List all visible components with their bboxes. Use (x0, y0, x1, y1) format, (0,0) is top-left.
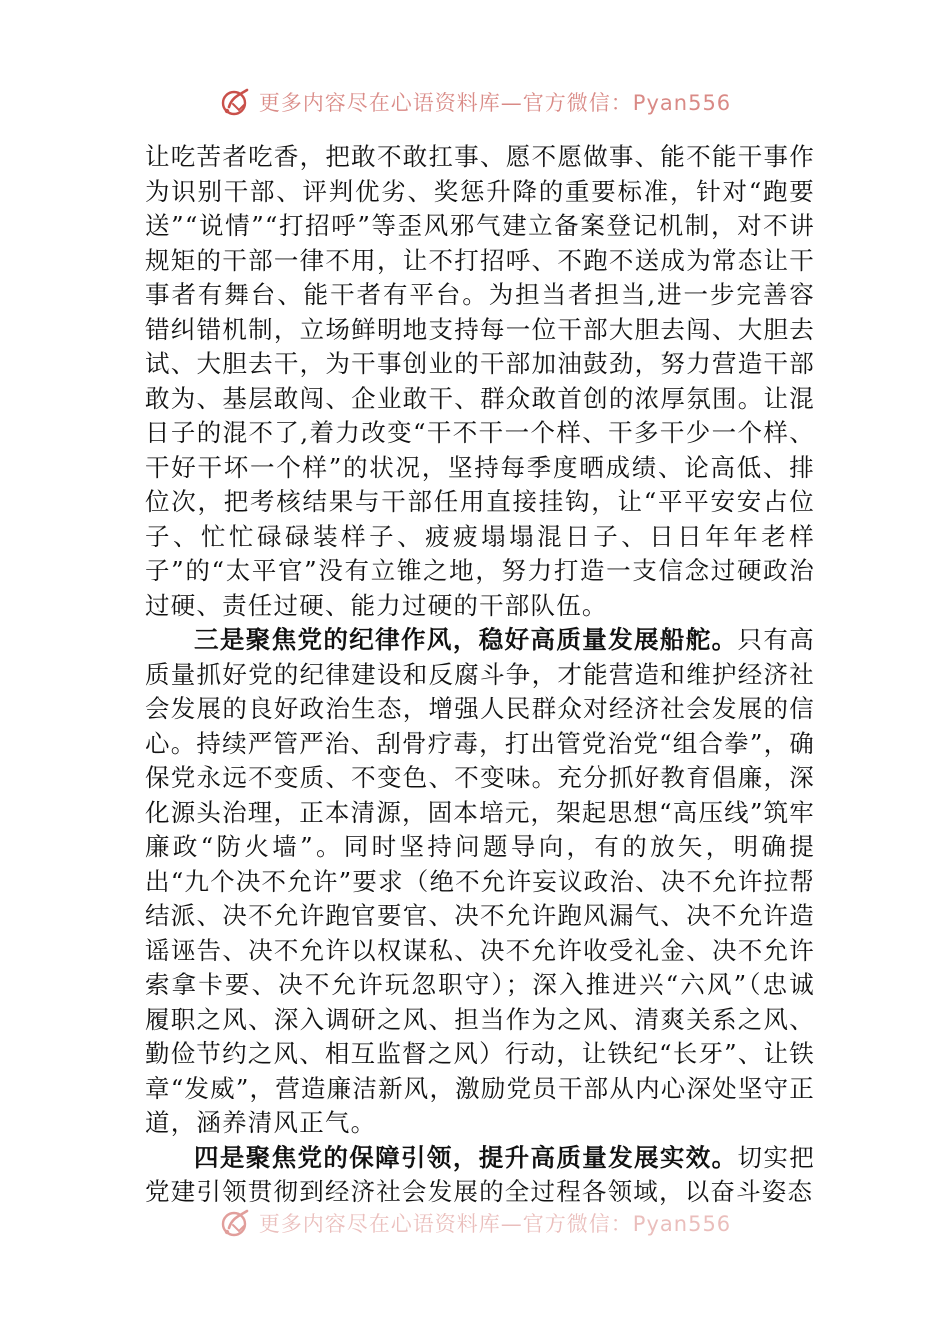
paragraph-1 (145, 140, 815, 623)
paragraph-2-lead: 三是聚焦党的纪律作风，稳好高质量发展船舵。 (194, 625, 738, 654)
watermark-header (0, 82, 950, 122)
watermark-footer (0, 1203, 950, 1243)
watermark-logo-icon (219, 1206, 253, 1240)
watermark-text: 更多内容尽在心语资料库—官方微信：Pyan556 (258, 91, 732, 115)
paragraph-3-lead: 四是聚焦党的保障引领，提升高质量发展实效。 (194, 1142, 738, 1172)
paragraph-1-text: 让吃苦者吃香，把敢不敢扛事、愿不愿做事、能不能干事作为识别干部、评判优劣、奖惩升降的重要标准，针对“跑要送”“说情”“打招呼”等歪风邪气建立备案登记机制，对不讲规矩的干部一律不用，让不打招呼、不跑不送成为常态让干事者有舞台、能干者有平台。为担当者担当,进一步完善容错纠错机制，立场鲜明地支持每一位干部大胆去闯、大胆去试、大胆去干，为干事创业的干部加油鼓劲，努力营造干部敢为、基层敢闯、企业敢干、群众敢首创的浓厚氛围。让混日子的混不了,着力改变“干不干一个样、干多干少一个样、干好干坏一个样”的状况，坚持每季度晒成绩、论高低、排位次，把考核结果与干部任用直接挂钩，让“平平安安占位子、忙忙碌碌装样子、疲疲塌塌混日子、日日年年老样子”的“太平官”没有立锥之地，努力打造一支信念过硬政治过硬、责任过硬、能力过硬的干部队伍。 (145, 142, 815, 620)
paragraph-3 (145, 1141, 815, 1210)
watermark-logo-icon (219, 85, 253, 119)
paragraph-2 (145, 623, 815, 1141)
paragraph-2-text: 只有高质量抓好党的纪律建设和反腐斗争，才能营造和维护经济社会发展的良好政治生态，增强人民群众对经济社会发展的信心。持续严管严治、刮骨疗毒，打出管党治党“组合拳”，确保党永远不变质、不变色、不变味。充分抓好教育倡廉，深化源头治理，正本清源，固本培元，架起思想“高压线”筑牢廉政“防火墙”。同时坚持问题导向，有的放矢，明确提出“九个决不允许”要求（绝不允许妄议政治、决不允许拉帮结派、决不允许跑官要官、决不允许跑风漏气、决不允许造谣诬告、决不允许以权谋私、决不允许收受礼金、决不允许索拿卡要、决不允许玩忽职守）；深入推进兴“六风”（忠诚履职之风、深入调研之风、担当作为之风、清爽关系之风、勤俭节约之风、相互监督之风）行动，让铁纪“长牙”、让铁章“发威”，营造廉洁新风，激励党员干部从内心深处坚守正道，涵养清风正气。 (145, 625, 815, 1137)
watermark-text: 更多内容尽在心语资料库—官方微信：Pyan556 (258, 1212, 732, 1236)
document-body (145, 140, 815, 1210)
paragraph-3-text: 切实把党建引领贯彻到经济社会发展的全过程各领域，以奋斗姿态 (145, 1142, 815, 1206)
